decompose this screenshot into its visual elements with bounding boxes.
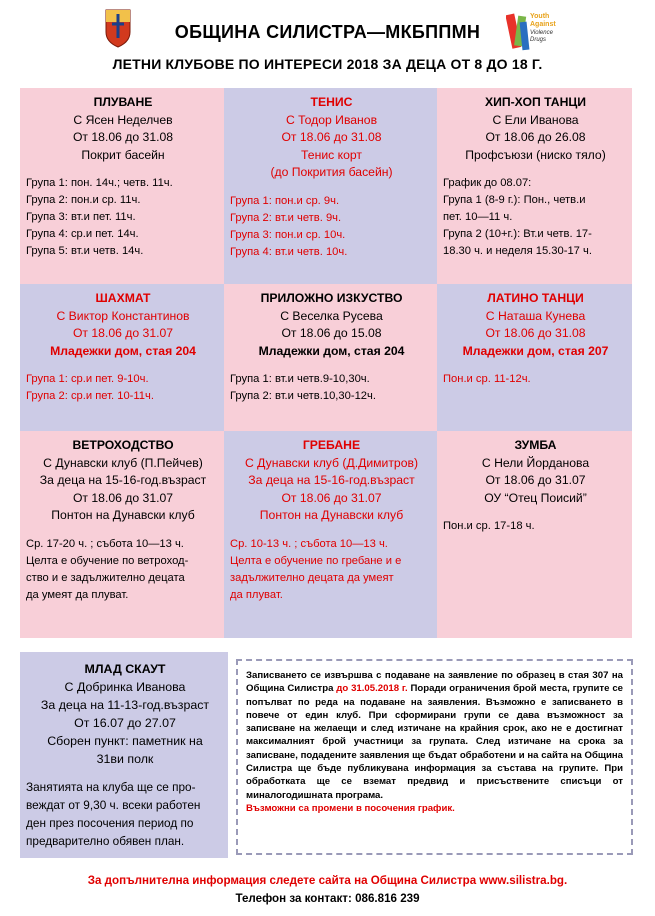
club-title: ЗУМБА [514,438,557,452]
club-place-note: (до Покрития басейн) [270,165,393,179]
header [0,0,655,85]
schedule-line: Пон.и ср. 11-12ч. [443,373,531,385]
schedule-line: Група 2 (10+г.): Вт.и четв. 17- [443,228,592,240]
schedule-line: Група 1 (8-9 г.): Пон., четв.и [443,194,586,206]
svg-text:Violence: Violence [530,30,553,36]
club-applied-art [224,284,437,431]
schedule-line: Група 3: вт.и пет. 11ч. [26,211,136,223]
svg-text:Drugs: Drugs [530,37,547,43]
club-teacher: С Дунавски клуб (П.Пейчев) [43,455,203,470]
svg-text:Against: Against [530,21,556,28]
info-changes: Възможни са промени в посочения график. [246,802,455,814]
schedule-line: Група 5: вт.и четв. 14ч. [26,245,144,257]
club-title: ПЛУВАНЕ [93,95,153,109]
club-place: Младежки дом, стая 204 [50,343,196,358]
org-title: ОБЩИНА СИЛИСТРА—МКБППМН [174,22,481,42]
club-schedule [26,536,220,604]
club-meeting-point-2: 31ви полк [96,752,154,766]
club-teacher: С Добринка Иванова [64,680,186,694]
club-dates: От 18.06 до 15.08 [281,326,382,340]
club-place: Младежки дом, стая 207 [462,343,609,358]
club-dates: От 18.06 до 31.07 [72,490,174,505]
clubs-grid [20,88,632,638]
schedule-line: Група 4: вт.и четв. 10ч. [230,245,348,258]
footer-website-line: За допълнителна информация следете сайта на Община Силистра www.silistra.bg. [87,874,568,887]
club-dates: От 18.06 до 31.07 [281,490,382,505]
club-schedule [230,536,433,604]
club-place: Понтон на Дунавски клуб [51,508,195,522]
club-title: ПРИЛОЖНО ИЗКУСТВО [260,291,403,305]
schedule-line: Целта е обучение по ветроход- [26,554,189,567]
schedule-line: да умеят да плуват. [26,588,129,601]
club-zumba [437,431,632,638]
schedule-line: Целта е обучение по гребане и е [230,554,402,567]
schedule-line: График до 08.07: [443,177,532,189]
club-swimming [20,88,224,284]
club-age: За деца на 11-13-год.възраст [40,698,210,712]
schedule-line: да плуват. [230,588,283,601]
club-schedule [26,371,220,405]
schedule-line: Група 1: пон. 14ч.; четв. 11ч. [26,177,173,189]
subtitle: ЛЕТНИ КЛУБОВЕ ПО ИНТЕРЕСИ 2018 ЗА ДЕЦА ОТ 8 ДО 18 Г. [112,56,543,72]
club-dates: От 18.06 до 31.08 [72,130,174,144]
note-line: предварително обявен план. [26,834,185,848]
club-teacher: С Наташа Кунева [485,308,586,323]
club-title: ВЕТРОХОДСТВО [72,438,174,452]
schedule-line: пет. 10—11 ч. [443,211,513,223]
club-schedule [443,175,628,260]
schedule-line: задължително децата да умеят [230,571,394,584]
club-meeting-point: Сборен пункт: паметник на [47,734,203,748]
youth-against-violence-logo [506,8,558,58]
schedule-line: Група 1: вт.и четв.9-10,30ч. [230,373,370,385]
club-dates: От 18.06 до 31.08 [485,326,586,340]
club-tennis [224,88,437,284]
info-text-1: Записването се извършва с подаване на заявление по образец в стая 307 на Община Силистра [246,670,623,695]
info-deadline: до 31.05.2018 г. [336,683,408,695]
club-title: ГРЕБАНЕ [302,438,361,452]
note-line: веждат от 9,30 ч. всеки работен [26,798,201,812]
note-line: ден през посочения период по [26,816,194,830]
schedule-line: Група 1: ср.и пет. 9-10ч. [26,373,149,385]
club-title: ЛАТИНО ТАНЦИ [487,291,584,305]
schedule-line: Ср. 17-20 ч. ; събота 10—13 ч. [26,537,184,550]
club-place: Профсъюзи (ниско тяло) [465,147,606,162]
footer-phone-line: Телефон за контакт: 086.816 239 [235,892,420,905]
schedule-line: ство и е задължително децата [26,571,185,584]
club-age: За деца на 15-16-год.възраст [248,473,415,487]
club-teacher: С Дунавски клуб (Д.Димитров) [244,455,419,470]
schedule-line: Група 2: вт.и четв.10,30-12ч. [230,390,376,402]
footer [0,872,655,908]
club-chess [20,284,224,431]
schedule-line: Ср. 10-13 ч. ; събота 10—13 ч. [230,537,388,550]
schedule-line: Група 4: ср.и пет. 14ч. [26,228,139,240]
club-teacher: С Ясен Неделчев [73,112,173,127]
schedule-line: 18.30 ч. и неделя 15.30-17 ч. [443,245,592,257]
club-title: МЛАД СКАУТ [84,662,166,676]
club-dates: От 18.06 до 31.08 [281,130,382,144]
schedule-line: Група 2: ср.и пет. 10-11ч. [26,390,154,402]
club-place: ОУ “Отец Поисий” [484,490,587,505]
note-line: Занятията на клуба ще се про- [26,780,196,794]
club-place: Понтон на Дунавски клуб [259,508,404,522]
schedule-line: Група 3: пон.и ср. 10ч. [230,228,346,241]
club-schedule [443,371,628,388]
club-age: За деца на 15-16-год.възраст [39,473,207,487]
club-teacher: С Тодор Иванов [285,112,378,127]
club-title: ХИП-ХОП ТАНЦИ [484,95,587,109]
club-young-scout [20,652,228,858]
club-dates: От 18.06 до 26.08 [485,130,586,144]
club-title: ШАХМАТ [95,291,151,305]
schedule-line: Група 2: пон.и ср. 11ч. [26,194,141,206]
club-dates: От 18.06 до 31.07 [72,326,174,340]
schedule-line: Група 2: вт.и четв. 9ч. [230,211,342,224]
club-dates: От 16.07 до 27.07 [74,716,176,730]
club-hiphop [437,88,632,284]
club-rowing [224,431,437,638]
club-teacher: С Нели Йорданова [481,455,590,470]
club-schedule [230,193,433,261]
club-note [26,778,224,850]
club-teacher: С Веселка Русева [280,308,383,323]
club-dates: От 18.06 до 31.07 [485,473,586,487]
club-schedule [230,371,433,405]
club-teacher: С Виктор Константинов [56,308,190,323]
club-place: Покрит басейн [81,147,165,162]
schedule-line: Група 1: пон.и ср. 9ч. [230,194,340,207]
svg-text:Youth: Youth [530,13,550,20]
info-text-2: Поради ограничения брой места, групите се попълват по реда на подаване на заявления. Възможно е записването в повече от един клуб. При сформирани групи се дава възможност за записване на желаещи и след изтичане на крайния срок, ако не е достигнат максималният брой участници за групата. След изтичане на срока за записване, подадените заявления ще бъдат обработени и на сайта на Община Силистра ще бъде публикувана информация за състава на групите. При обработката ще се вземат предвид и присъствените списъци от миналогодишната програма. [246,683,623,801]
club-title: ТЕНИС [310,95,353,109]
club-place: Тенис корт [301,147,362,162]
club-schedule [443,518,628,535]
club-schedule [26,175,220,260]
club-place: Младежки дом, стая 204 [258,343,405,358]
club-teacher: С Ели Иванова [492,112,579,127]
registration-info [236,659,633,855]
club-latino [437,284,632,431]
schedule-line: Пон.и ср. 17-18 ч. [443,520,535,532]
club-sailing [20,431,224,638]
